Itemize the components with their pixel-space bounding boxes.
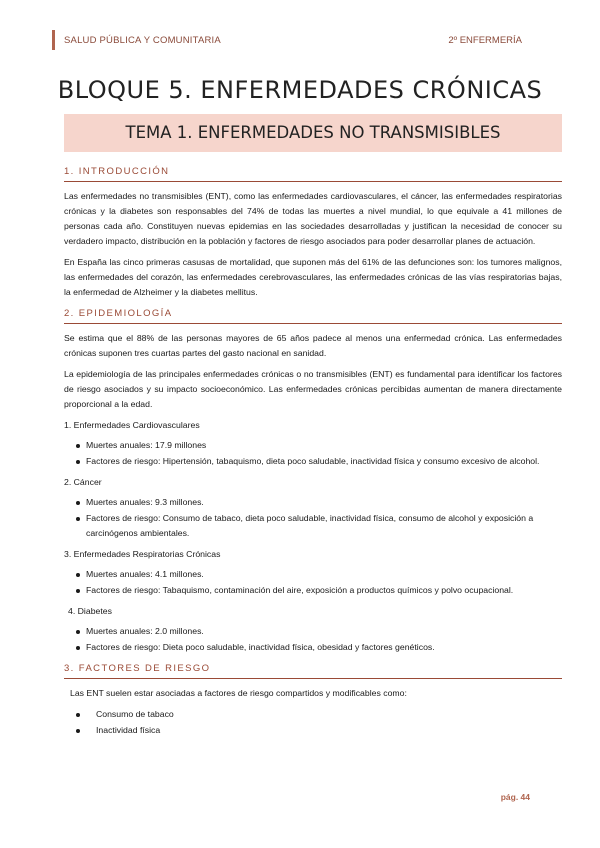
list-item: Consumo de tabaco xyxy=(78,707,562,722)
header-course: SALUD PÚBLICA Y COMUNITARIA xyxy=(64,35,221,46)
risk-paragraph: Las ENT suelen estar asociadas a factores de riesgo compartidos y modificables como: xyxy=(70,688,407,698)
intro-paragraph-1: Las enfermedades no transmisibles (ENT), como las enfermedades cardiovasculares, el cáncer, las enfermedades respiratorias crónicas y la diabetes son responsables del 74% de todas las muertes a nivel mundial, lo que equivale a 41 millones de personas cada año. Constituyen nuevas epidemias en las sociedades desarrolladas y justifican la necesidad de conocer su verdadero impacto, distribución en la población y factores de riesgo asociados para poder desarrollar planes de actuación. xyxy=(64,191,562,246)
group-title: 1. Enfermedades Cardiovasculares xyxy=(64,420,200,430)
list-item: Factores de riesgo: Hipertensión, tabaquismo, dieta poco saludable, inactividad física y consumo excesivo de alcohol. xyxy=(78,454,562,469)
epi-paragraph-1: Se estima que el 88% de las personas mayores de 65 años padece al menos una enfermedad crónica. Las enfermedades crónicas suponen tres cuartas partes del gasto nacional en sanidad. xyxy=(64,333,562,358)
list-item: Factores de riesgo: Consumo de tabaco, dieta poco saludable, inactividad física, consumo de alcohol y exposición a carcinógenos ambientales. xyxy=(78,511,562,541)
group-list xyxy=(64,495,562,541)
list-item: Inactividad física xyxy=(78,723,562,738)
risk-list xyxy=(64,707,562,738)
tema-banner xyxy=(64,114,562,152)
tema-title: TEMA 1. ENFERMEDADES NO TRANSMISIBLES xyxy=(125,123,501,142)
group-title: 4. Diabetes xyxy=(68,606,112,616)
list-item: Muertes anuales: 2.0 millones. xyxy=(78,624,562,639)
epi-paragraph-2: La epidemiología de las principales enfermedades crónicas o no transmisibles (ENT) es fundamental para identificar los factores de riesgo asociados y su impacto socioeconómico. Las enfermedades crónicas percibidas aumentan de manera directamente proporcional a la edad. xyxy=(64,369,562,409)
group-list xyxy=(64,624,562,655)
section-heading-risk-factors: 3. FACTORES DE RIESGO xyxy=(64,661,562,679)
section-heading-epidemiology: 2. EPIDEMIOLOGÍA xyxy=(64,306,562,324)
bloque-title: BLOQUE 5. ENFERMEDADES CRÓNICAS xyxy=(57,76,543,104)
list-item: Muertes anuales: 4.1 millones. xyxy=(78,567,562,582)
intro-paragraph-2: En España las cinco primeras casusas de mortalidad, que suponen más del 61% de las defunciones son: los tumores malignos, las enfermedades del corazón, las enfermedades cerebrovasculares, las enfermedades crónicas de las vías respiratorias bajas, la enfermedad de Alzheimer y la diabetes mellitus. xyxy=(64,257,562,297)
page-number: pág. 44 xyxy=(500,792,530,802)
group-title: 3. Enfermedades Respiratorias Crónicas xyxy=(64,549,221,559)
header-accent-bar xyxy=(52,30,55,50)
group-title: 2. Cáncer xyxy=(64,477,102,487)
list-item: Factores de riesgo: Tabaquismo, contaminación del aire, exposición a productos químicos y polvo ocupacional. xyxy=(78,583,562,598)
group-list xyxy=(64,438,562,469)
list-item: Muertes anuales: 9.3 millones. xyxy=(78,495,562,510)
header-year: 2º ENFERMERÍA xyxy=(448,35,522,46)
section-heading-intro: 1. INTRODUCCIÓN xyxy=(64,164,562,182)
group-list xyxy=(64,567,562,598)
list-item: Factores de riesgo: Dieta poco saludable, inactividad física, obesidad y factores genéticos. xyxy=(78,640,562,655)
list-item: Muertes anuales: 17.9 millones xyxy=(78,438,562,453)
document-body xyxy=(64,160,562,744)
